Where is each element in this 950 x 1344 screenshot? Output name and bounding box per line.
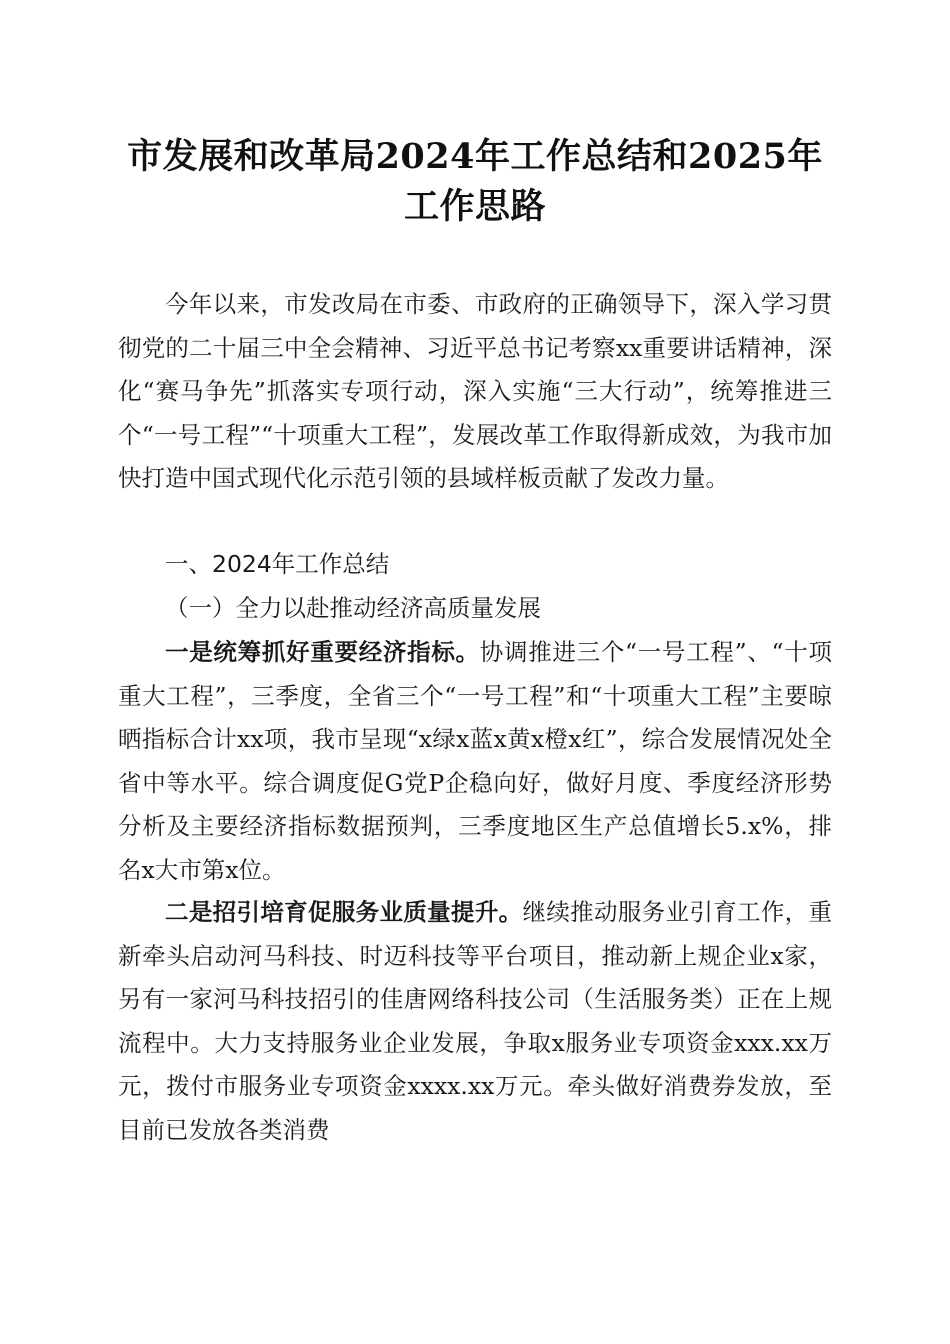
paragraph-body: 协调推进三个“一号工程”、“十项重大工程”，三季度，全省三个“一号工程”和“十项重大工程”主要晾晒指标合计xx项，我市呈现“x绿x蓝x黄x橙x红”，综合发展情况处全省中等水平。综合调度促G党P企稳向好，做好月度、季度经济形势分析及主要经济指标数据预判，三季度地区生产总值增长5.x%，排名x大市第x位。 [118, 638, 832, 884]
section-heading: 一、2024年工作总结 [165, 550, 390, 578]
paragraph-service-industry [118, 891, 832, 1152]
subsection-heading: （一）全力以赴推动经济高质量发展 [165, 594, 541, 622]
paragraph-lead: 一是统筹抓好重要经济指标。 [165, 638, 480, 666]
paragraph-body: 继续推动服务业引育工作，重新牵头启动河马科技、时迈科技等平台项目，推动新上规企业x家，另有一家河马科技招引的佳唐网络科技公司（生活服务类）正在上规流程中。大力支持服务业企业发展，争取x服务业专项资金xxx.xx万元，拨付市服务业专项资金xxxx.xx万元。牵头做好消费券发放，至目前已发放各类消费 [118, 898, 832, 1144]
paragraph-economic-indicators [118, 631, 832, 892]
intro-paragraph: 今年以来，市发改局在市委、市政府的正确领导下，深入学习贯彻党的二十届三中全会精神、习近平总书记考察xx重要讲话精神，深化“赛马争先”抓落实专项行动，深入实施“三大行动”，统筹推进三个“一号工程”“十项重大工程”，发展改革工作取得新成效，为我市加快打造中国式现代化示范引领的县域样板贡献了发改力量。 [118, 290, 832, 492]
document-title: 市发展和改革局2024年工作总结和2025年工作思路 [127, 136, 823, 227]
paragraph-lead: 二是招引培育促服务业质量提升。 [165, 898, 523, 926]
